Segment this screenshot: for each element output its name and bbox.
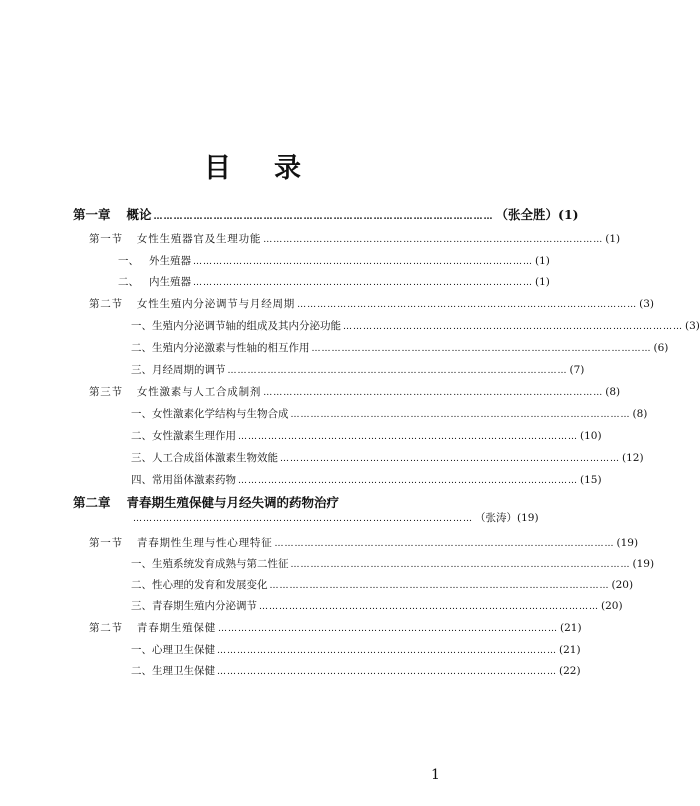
section-label: 第三节 [89, 386, 123, 398]
section-title: 青春期性生理与性心理特征 [136, 537, 273, 549]
toc-item-6[interactable] [131, 408, 648, 422]
leader-dots: ………………………………………………………………………………………… [217, 667, 557, 677]
toc-chapter-2[interactable] [73, 493, 339, 511]
item-label: 一、 [118, 255, 139, 267]
toc-section-2-2[interactable] [89, 622, 582, 636]
leader-dots: ………………………………………………………………………………………… [269, 581, 610, 591]
section-label: 第二节 [89, 298, 123, 310]
section-label: 第二节 [89, 622, 123, 634]
item-title: 三、月经周期的调节 [131, 364, 226, 376]
item-page: (12) [622, 452, 644, 464]
item-page: (19) [632, 558, 655, 570]
leader-dots: ………………………………………………………………………………………… [238, 476, 578, 486]
leader-dots: ………………………………………………………………………………………… [297, 300, 638, 310]
leader-dots: ………………………………………………………………………………………… [280, 454, 620, 464]
toc-item-11[interactable] [131, 579, 634, 593]
toc-item-13[interactable] [131, 644, 581, 658]
item-page: (3) [685, 320, 700, 332]
toc-item-12[interactable] [131, 600, 623, 614]
toc-section-1-2[interactable] [89, 298, 654, 312]
leader-dots: ………………………………………………………………………………………… [218, 624, 559, 634]
section-page: (3) [639, 298, 654, 310]
leader-dots: ………………………………………………………………………………………… [290, 410, 631, 420]
leader-dots: ………………………………………………………………………………………… [193, 257, 533, 267]
title-char-2: 录 [274, 153, 302, 184]
toc-item-4[interactable] [131, 342, 669, 356]
item-page: (7) [569, 364, 585, 376]
page-title [0, 146, 506, 185]
chapter-label: 第二章 [73, 495, 111, 510]
toc-item-3[interactable] [131, 320, 700, 334]
leader-dots: ………………………………………………………………………………………… [227, 366, 568, 376]
section-title: 女性激素与人工合成制剂 [136, 386, 262, 398]
section-page: (8) [605, 386, 621, 398]
item-page: (21) [559, 644, 581, 656]
leader-dots: ………………………………………………………………………………………… [259, 602, 599, 612]
toc-section-2-1[interactable] [89, 537, 639, 551]
leader-dots: ………………………………………………………………………………………… [290, 560, 631, 570]
toc-section-1-3[interactable] [89, 386, 621, 400]
title-char-1: 目 [204, 153, 232, 184]
leader-dots: ………………………………………………………………………………………… [263, 235, 604, 245]
toc-item-7[interactable] [131, 430, 602, 444]
item-page: (1) [535, 255, 550, 267]
item-title: 外生殖器 [149, 255, 191, 267]
item-title: 内生殖器 [149, 276, 191, 288]
section-label: 第一节 [89, 233, 123, 245]
item-label: 二、 [118, 276, 139, 288]
chapter-title: 青春期生殖保健与月经失调的药物治疗 [126, 495, 340, 510]
leader-dots: ………………………………………………………………………………………… [311, 344, 652, 354]
chapter-author: （张全胜） [495, 207, 559, 222]
chapter-author: （张涛） [475, 512, 517, 524]
chapter-page: (1) [558, 207, 579, 222]
toc-item-2[interactable] [118, 276, 550, 290]
item-title: 三、人工合成甾体激素生物效能 [131, 452, 278, 464]
toc-item-1[interactable] [118, 255, 550, 269]
leader-dots: ………………………………………………………………………………………… [133, 514, 473, 524]
toc-chapter-2-continuation[interactable] [131, 512, 539, 526]
item-page: (20) [601, 600, 623, 612]
section-page: (19) [616, 537, 639, 549]
item-title: 二、生理卫生保健 [131, 665, 215, 677]
section-title: 女性生殖器官及生理功能 [136, 233, 262, 245]
leader-dots: ………………………………………………………………………………………… [153, 212, 494, 222]
item-page: (22) [559, 665, 581, 677]
item-title: 一、生殖系统发育成熟与第二性征 [131, 558, 289, 570]
toc-item-9[interactable] [131, 474, 602, 488]
item-page: (20) [611, 579, 634, 591]
leader-dots: ………………………………………………………………………………………… [274, 539, 615, 549]
section-page: (21) [560, 622, 582, 634]
leader-dots: ………………………………………………………………………………………… [193, 278, 533, 288]
section-title: 女性生殖内分泌调节与月经周期 [136, 298, 296, 310]
leader-dots: ………………………………………………………………………………………… [238, 432, 578, 442]
item-page: (6) [653, 342, 669, 354]
chapter-page: (19) [517, 512, 539, 524]
item-title: 二、生殖内分泌激素与性轴的相互作用 [131, 342, 310, 354]
item-title: 二、女性激素生理作用 [131, 430, 236, 442]
item-page: (1) [535, 276, 550, 288]
toc-chapter-1[interactable] [73, 207, 579, 224]
chapter-label: 第一章 [73, 207, 111, 222]
item-title: 一、心理卫生保健 [131, 644, 215, 656]
toc-item-8[interactable] [131, 452, 644, 466]
item-page: (15) [580, 474, 602, 486]
item-title: 四、常用甾体激素药物 [131, 474, 236, 486]
section-page: (1) [605, 233, 621, 245]
item-title: 三、青春期生殖内分泌调节 [131, 600, 257, 612]
leader-dots: ………………………………………………………………………………………… [343, 322, 683, 332]
chapter-title: 概论 [126, 207, 152, 222]
leader-dots: ………………………………………………………………………………………… [263, 388, 604, 398]
section-label: 第一节 [89, 537, 123, 549]
item-title: 一、女性激素化学结构与生物合成 [131, 408, 289, 420]
item-page: (10) [580, 430, 602, 442]
toc-item-10[interactable] [131, 558, 655, 572]
toc-item-5[interactable] [131, 364, 585, 378]
toc-section-1-1[interactable] [89, 233, 621, 247]
section-title: 青春期生殖保健 [136, 622, 217, 634]
toc-item-14[interactable] [131, 665, 581, 679]
item-title: 一、生殖内分泌调节轴的组成及其内分泌功能 [131, 320, 341, 332]
item-title: 二、性心理的发育和发展变化 [131, 579, 268, 591]
leader-dots: ………………………………………………………………………………………… [217, 646, 557, 656]
page-number: 1 [431, 767, 440, 783]
item-page: (8) [632, 408, 648, 420]
